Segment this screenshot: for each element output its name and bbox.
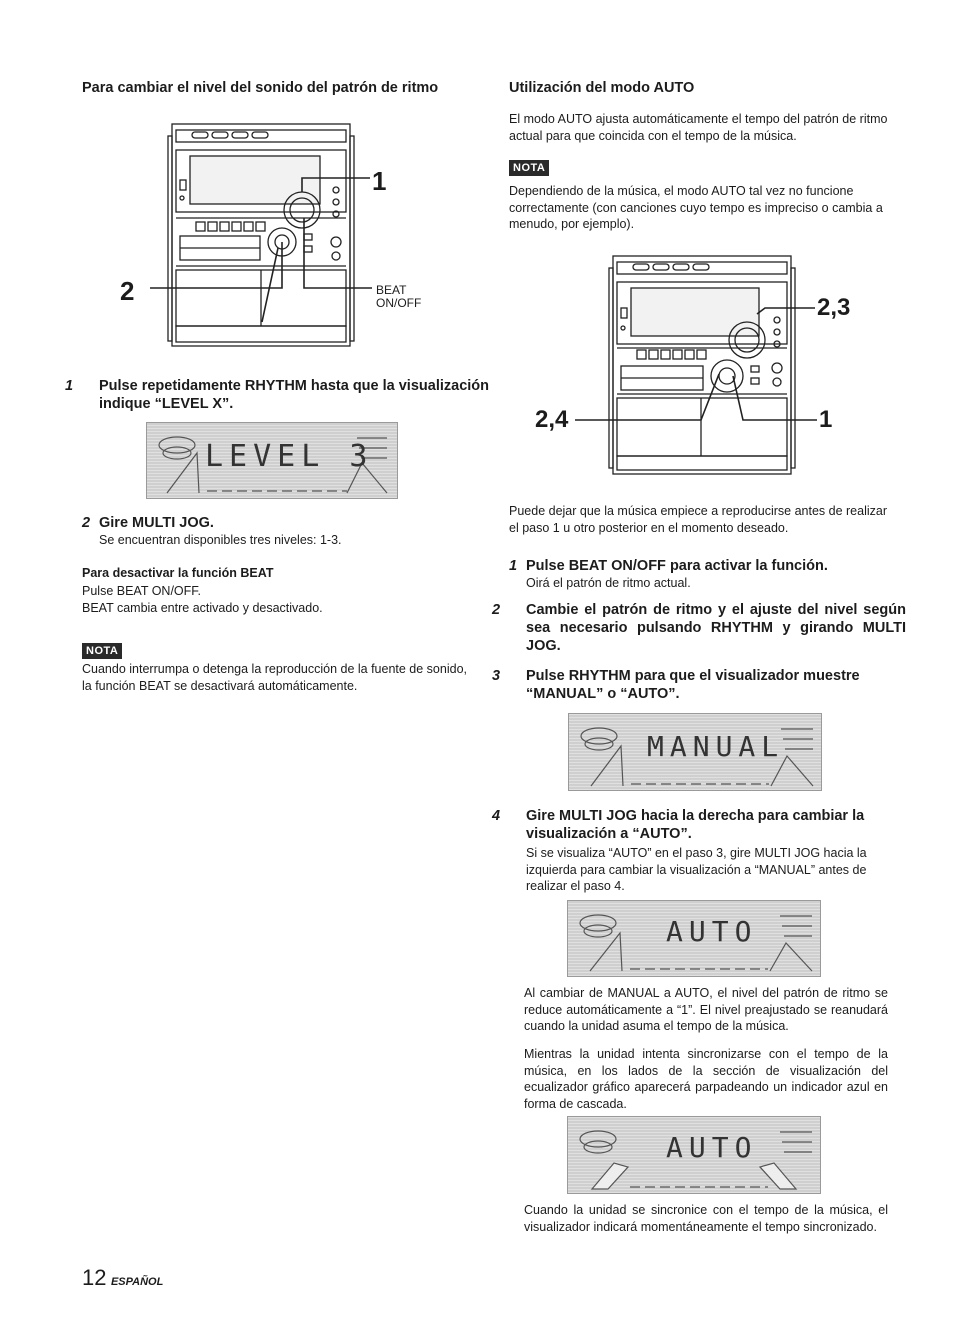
- nota-badge-left: [82, 641, 122, 659]
- callout-2-3: 2,3: [817, 294, 851, 321]
- step-text: Gire MULTI JOG.: [99, 515, 214, 531]
- nota-label: NOTA: [82, 643, 122, 659]
- lcd-display-auto-sync: [567, 1116, 821, 1194]
- step-text: Cambie el patrón de ritmo y el ajuste del nivel según sea necesario pulsando RHYTHM y girando MULTI JOG.: [526, 602, 906, 654]
- step-text: Pulse BEAT ON/OFF para activar la función.: [526, 558, 828, 574]
- nota-label: NOTA: [509, 160, 549, 176]
- synced-paragraph: Cuando la unidad se sincronice con el tempo de la música, el visualizador indicará momentáneamente el tempo sincronizado.: [524, 1203, 888, 1234]
- step-text: Gire MULTI JOG hacia la derecha para cambiar la visualización a “AUTO”.: [526, 808, 865, 842]
- callout-2-4: 2,4: [535, 406, 569, 433]
- callout-1-right: 1: [819, 406, 833, 433]
- left-step-2-body: Se encuentran disponibles tres niveles: 1-3.: [99, 533, 342, 547]
- page-number: 12: [82, 1265, 107, 1290]
- step-number: 2: [82, 515, 91, 531]
- lcd-manual-text: MANUAL: [647, 730, 785, 763]
- deactivate-line-2: BEAT cambia entre activado y desactivado.: [82, 601, 323, 615]
- step-number: 4: [492, 808, 501, 824]
- left-step-2: [82, 514, 472, 532]
- page-footer: [82, 1265, 163, 1291]
- auto-change-paragraph: Al cambiar de MANUAL a AUTO, el nivel del patrón de ritmo se reduce automáticamente a “1”. El nivel preajustado se reanudará cuando la unidad asuma el tempo de la música.: [524, 986, 888, 1033]
- callout-2: 2: [120, 276, 135, 306]
- deactivate-line-1: Pulse BEAT ON/OFF.: [82, 584, 202, 598]
- stereo-figure-2: [505, 248, 885, 483]
- stereo-figure-1: [110, 118, 440, 353]
- lcd-display-manual: [568, 713, 822, 791]
- deactivate-heading: Para desactivar la función BEAT: [82, 566, 274, 580]
- footer-language: ESPAÑOL: [110, 1276, 164, 1288]
- step-text: Pulse repetidamente RHYTHM hasta que la visualización indique “LEVEL X”.: [99, 378, 489, 412]
- right-section-heading: Utilización del modo AUTO: [509, 80, 695, 96]
- right-step-4: [492, 807, 906, 843]
- nota-badge-right: [509, 158, 549, 176]
- callout-1: 1: [372, 166, 387, 196]
- lcd-auto-sync-text: AUTO: [666, 1131, 758, 1164]
- right-step-1-body: Oirá el patrón de ritmo actual.: [526, 576, 691, 590]
- right-step-3: [492, 667, 906, 703]
- lcd-display-auto: [567, 900, 821, 977]
- nota-text-left: Cuando interrumpa o detenga la reproducción de la fuente de sonido, la función BEAT se desactivará automáticamente.: [82, 662, 467, 693]
- left-section-heading: Para cambiar el nivel del sonido del patrón de ritmo: [82, 80, 439, 96]
- step-text: Pulse RHYTHM para que el visualizador muestre “MANUAL” o “AUTO”.: [526, 668, 860, 702]
- pre-steps-text: Puede dejar que la música empiece a reproducirse antes de realizar el paso 1 u otro posterior en el momento deseado.: [509, 504, 887, 535]
- right-step-4-body: Si se visualiza “AUTO” en el paso 3, gire MULTI JOG hacia la izquierda para cambiar la visualización a “MANUAL” antes de realizar el paso 4.: [526, 846, 867, 893]
- beat-on-off-label: [376, 284, 421, 310]
- lcd-auto-text: AUTO: [666, 915, 758, 948]
- step-number: 2: [492, 602, 501, 618]
- lcd-display-level: [146, 422, 398, 499]
- sync-paragraph: Mientras la unidad intenta sincronizarse con el tempo de la música, en los lados de la sección de visualización del ecualizador gráfico aparecerá parpadeando un indicador azul en forma de cascada.: [524, 1047, 888, 1111]
- left-step-1: [65, 377, 489, 413]
- nota-text-right: Dependiendo de la música, el modo AUTO tal vez no funcione correctamente (con canciones cuyo tempo es impreciso o cambia a menudo, por ejemplo).: [509, 184, 883, 231]
- beat-label-line1: BEAT: [376, 283, 407, 297]
- right-step-2: [492, 601, 906, 655]
- auto-intro: El modo AUTO ajusta automáticamente el tempo del patrón de ritmo actual para que coincida con el tempo de la música.: [509, 112, 888, 143]
- step-number: 1: [65, 378, 74, 394]
- step-number: 1: [509, 558, 518, 574]
- step-number: 3: [492, 668, 501, 684]
- lcd-level-text: LEVEL 3: [205, 439, 374, 474]
- beat-label-line2: ON/OFF: [376, 296, 422, 310]
- right-step-1: [509, 557, 889, 575]
